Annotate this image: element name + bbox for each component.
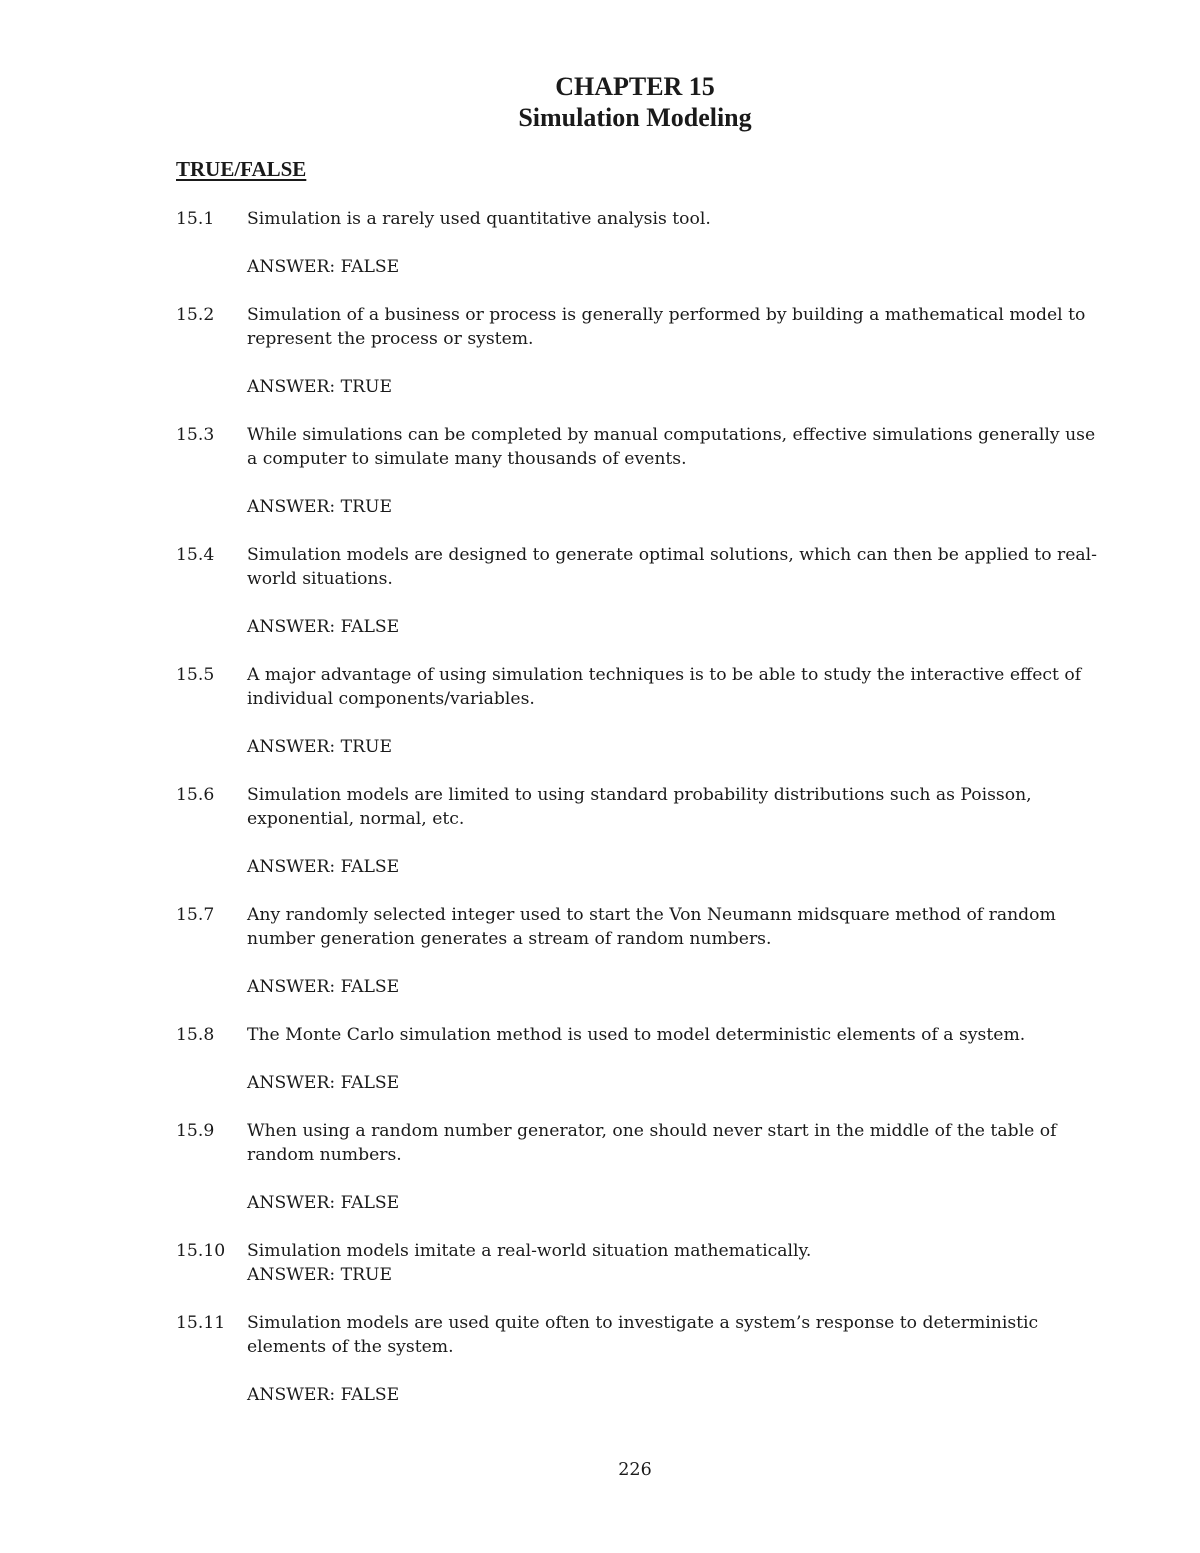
question-text: When using a random number generator, one should never start in the middle of the table of random numbers. [247,1121,1057,1165]
question-answer: ANSWER: FALSE [247,617,400,637]
question-item [176,543,1116,639]
question-number: 15.1 [176,209,215,229]
question-item [176,423,1116,519]
question-item [176,903,1116,999]
question-number: 15.6 [176,785,215,805]
question-number: 15.3 [176,425,215,445]
question-item [176,207,1116,279]
question-text: Simulation models imitate a real-world situation mathematically. [247,1241,812,1261]
question-answer: ANSWER: FALSE [247,857,400,877]
question-answer: ANSWER: FALSE [247,257,400,277]
question-text: While simulations can be completed by manual computations, effective simulations generally use a computer to simulate many thousands of events. [247,425,1096,469]
question-number: 15.7 [176,905,215,925]
question-item [176,1023,1116,1095]
question-text: The Monte Carlo simulation method is used to model deterministic elements of a system. [247,1025,1026,1045]
question-number: 15.2 [176,305,215,325]
question-text: A major advantage of using simulation techniques is to be able to study the interactive effect of individual components/variables. [247,665,1082,709]
question-answer: ANSWER: FALSE [247,1385,400,1405]
question-answer: ANSWER: FALSE [247,977,400,997]
question-number: 15.10 [176,1241,226,1261]
question-number: 15.9 [176,1121,215,1141]
question-text: Simulation models are used quite often to investigate a system’s response to deterministic elements of the system. [247,1313,1039,1357]
question-text: Simulation models are designed to generate optimal solutions, which can then be applied to real-world situations. [247,545,1097,589]
question-item [176,1239,1116,1287]
question-item [176,303,1116,399]
question-text: Any randomly selected integer used to start the Von Neumann midsquare method of random number generation generates a stream of random numbers. [247,905,1056,949]
question-text: Simulation models are limited to using standard probability distributions such as Poisson, exponential, normal, etc. [247,785,1032,829]
question-answer: ANSWER: TRUE [247,1265,393,1285]
question-item [176,783,1116,879]
question-number: 15.11 [176,1313,226,1333]
chapter-title: CHAPTER 15 [555,72,715,101]
question-text: Simulation is a rarely used quantitative analysis tool. [247,209,711,229]
question-item [176,663,1116,759]
page-number: 226 [618,1460,652,1480]
chapter-subtitle: Simulation Modeling [518,103,752,132]
section-heading: TRUE/FALSE [176,157,307,181]
question-answer: ANSWER: FALSE [247,1193,400,1213]
question-number: 15.4 [176,545,215,565]
question-answer: ANSWER: TRUE [247,497,393,517]
question-answer: ANSWER: TRUE [247,737,393,757]
question-item [176,1311,1116,1407]
question-text: Simulation of a business or process is generally performed by building a mathematical model to represent the process or system. [247,305,1086,349]
question-item [176,1119,1116,1215]
question-number: 15.5 [176,665,215,685]
question-answer: ANSWER: TRUE [247,377,393,397]
question-number: 15.8 [176,1025,215,1045]
question-answer: ANSWER: FALSE [247,1073,400,1093]
